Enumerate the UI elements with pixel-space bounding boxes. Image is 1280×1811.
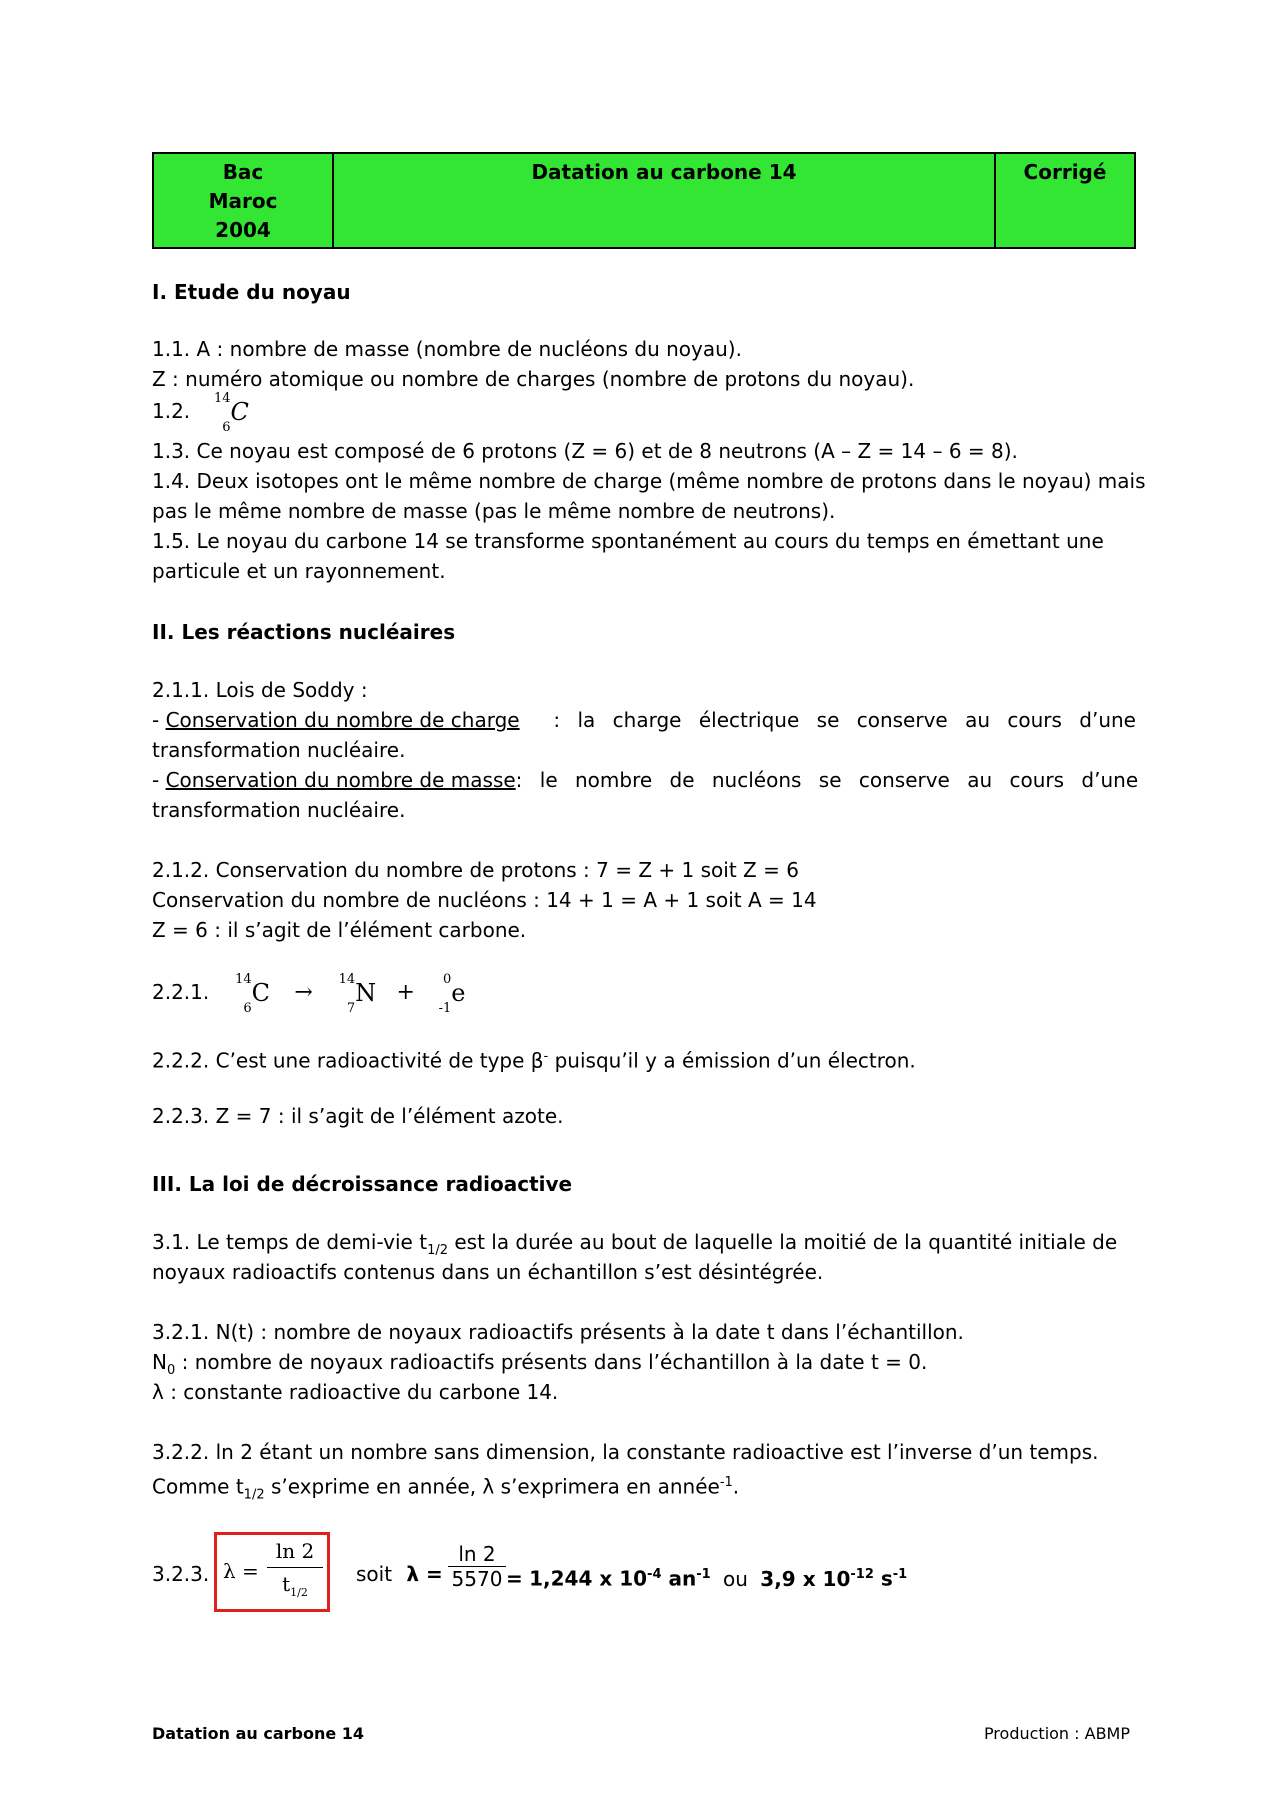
- text-line: 1.5. Le noyau du carbone 14 se transforme spontanément au cours du temps en émettant une: [152, 529, 1104, 553]
- element-symbol: C: [230, 397, 249, 426]
- exponent: -4: [647, 1567, 662, 1582]
- formula-result: [356, 1560, 443, 1589]
- dash: [152, 706, 520, 735]
- lambda-symbol: λ =: [223, 1559, 259, 1583]
- element-symbol: C: [251, 978, 270, 1007]
- numerator: ln 2: [275, 1539, 315, 1563]
- atomic-number: 6: [222, 419, 231, 435]
- formula-values: [506, 1560, 907, 1594]
- text-part: s’exprime en année, λ s’exprimera en année: [264, 1474, 720, 1499]
- text-line: 1.4. Deux isotopes ont le même nombre de charge (même nombre de protons dans le noyau) mais: [152, 469, 1146, 493]
- fraction-ln2-5570: [448, 1542, 506, 1591]
- section-1-title: I. Etude du noyau: [152, 280, 351, 304]
- text-line: transformation nucléaire.: [152, 798, 406, 822]
- exponent: -12: [850, 1567, 874, 1582]
- footer-title: Datation au carbone 14: [152, 1724, 365, 1743]
- section-2-title: II. Les réactions nucléaires: [152, 620, 456, 644]
- lambda-symbol: λ =: [406, 1562, 443, 1586]
- text-line: λ : constante radioactive du carbone 14.: [152, 1380, 559, 1404]
- text-line: pas le même nombre de masse (pas le même nombre de neutrons).: [152, 499, 836, 523]
- subscript: 1/2: [427, 1243, 448, 1258]
- text-line: 1.1. A : nombre de masse (nombre de nucléons du noyau).: [152, 337, 742, 361]
- text-line: 3.2.1. N(t) : nombre de noyaux radioactifs présents à la date t dans l’échantillon.: [152, 1320, 964, 1344]
- text-line: 3.2.2. ln 2 étant un nombre sans dimension, la constante radioactive est l’inverse d’un temps.: [152, 1440, 1099, 1464]
- fraction-bar: [267, 1567, 323, 1568]
- arrow-icon: →: [294, 980, 313, 1005]
- text-line: particule et un rayonnement.: [152, 559, 446, 583]
- atomic-number: 7: [346, 1000, 356, 1016]
- document-page: [152, 152, 1146, 1599]
- text-part: 2.2.2. C’est une radioactivité de type β: [152, 1048, 544, 1073]
- text-line: transformation nucléaire.: [152, 738, 406, 762]
- text-line: Z = 6 : il s’agit de l’élément carbone.: [152, 918, 527, 942]
- element-symbol: e: [451, 978, 466, 1007]
- mass-number: 14: [338, 971, 356, 987]
- text-part: est la durée au bout de laquelle la moitié de la quantité initiale de: [447, 1230, 1118, 1254]
- dash-text: -: [152, 708, 160, 732]
- denominator: [267, 1572, 323, 1599]
- electron: [438, 971, 466, 1016]
- mass-number: 14: [213, 390, 231, 406]
- soit-text: soit: [356, 1562, 393, 1586]
- text-part: 3.1. Le temps de demi-vie t: [152, 1230, 428, 1254]
- nucleus-c14: [213, 390, 249, 435]
- underlined-term: Conservation du nombre de masse: [165, 768, 516, 792]
- header-exam: Bac Maroc 2004: [153, 153, 333, 248]
- denominator: 5570: [451, 1567, 503, 1591]
- text-part: .: [732, 1474, 740, 1499]
- plus-sign: +: [396, 980, 415, 1005]
- underlined-term: Conservation du nombre de charge: [165, 708, 520, 732]
- exponent: -1: [892, 1567, 908, 1582]
- section-3-title: III. La loi de décroissance radioactive: [152, 1172, 573, 1196]
- law-description: : le nombre de nucléons se conserve au cours d’une: [515, 768, 1139, 792]
- item-number: 2.2.1.: [152, 980, 210, 1004]
- text-part: : nombre de noyaux radioactifs présents dans l’échantillon à la date t = 0.: [175, 1350, 928, 1374]
- value-per-second: 3,9 x 10: [760, 1566, 851, 1591]
- exponent: -1: [696, 1567, 711, 1582]
- superscript: -1: [719, 1475, 733, 1490]
- subscript: 0: [166, 1363, 176, 1378]
- footer-production: Production : ABMP: [983, 1724, 1130, 1743]
- boxed-formula: [214, 1532, 330, 1612]
- den-subscript: 1/2: [290, 1586, 308, 1599]
- unit: s: [873, 1566, 893, 1591]
- formula-prefix: 3.2.3.: [152, 1562, 210, 1586]
- value-per-year: 1,244 x 10: [529, 1566, 648, 1591]
- numerator: ln 2: [458, 1542, 496, 1566]
- mass-number: 0: [443, 971, 452, 987]
- atomic-number: 6: [243, 1000, 252, 1016]
- text-line: 2.1.1. Lois de Soddy :: [152, 678, 368, 702]
- mass-number: 14: [235, 971, 252, 987]
- nucleus-n14: [338, 971, 377, 1016]
- header-title: Datation au carbone 14: [333, 153, 995, 248]
- subscript: 1/2: [243, 1487, 265, 1503]
- unit: an: [661, 1566, 697, 1591]
- text-line: 2.1.2. Conservation du nombre de protons : 7 = Z + 1 soit Z = 6: [152, 858, 799, 882]
- text-line: [152, 1042, 916, 1076]
- atomic-number: -1: [438, 1000, 452, 1016]
- text-part: Comme t: [152, 1474, 244, 1499]
- nucleus-c14: [235, 971, 270, 1016]
- equals-sign: =: [506, 1566, 523, 1591]
- dash: [152, 766, 516, 795]
- text-line: Conservation du nombre de nucléons : 14 + 1 = A + 1 soit A = 14: [152, 888, 817, 912]
- den-symbol: t: [282, 1572, 291, 1596]
- text-line: Z : numéro atomique ou nombre de charges (nombre de protons du noyau).: [152, 367, 915, 391]
- soddy-law-mass: [152, 766, 1139, 795]
- header-table: [152, 152, 1136, 249]
- text-part: N: [152, 1350, 167, 1374]
- item-number: 1.2.: [152, 399, 191, 423]
- soddy-law-charge: [152, 706, 1136, 735]
- text-line: [152, 1468, 739, 1510]
- law-description: : la charge électrique se conserve au cours d’une: [553, 708, 1136, 732]
- text-line: noyaux radioactifs contenus dans un échantillon s’est désintégrée.: [152, 1260, 824, 1284]
- header-corrige: Corrigé: [995, 153, 1135, 248]
- decay-equation: [152, 971, 466, 1016]
- nucleus-line: [152, 390, 249, 435]
- ou-text: ou: [723, 1566, 748, 1591]
- fraction-ln2-t12: [267, 1539, 323, 1599]
- superscript: -: [543, 1049, 549, 1064]
- text-part: puisqu’il y a émission d’un électron.: [548, 1048, 916, 1073]
- dash-text: -: [152, 768, 160, 792]
- element-symbol: N: [355, 978, 377, 1007]
- text-line: 1.3. Ce noyau est composé de 6 protons (Z = 6) et de 8 neutrons (A – Z = 14 – 6 = 8).: [152, 439, 1018, 463]
- text-line: 2.2.3. Z = 7 : il s’agit de l’élément azote.: [152, 1104, 564, 1128]
